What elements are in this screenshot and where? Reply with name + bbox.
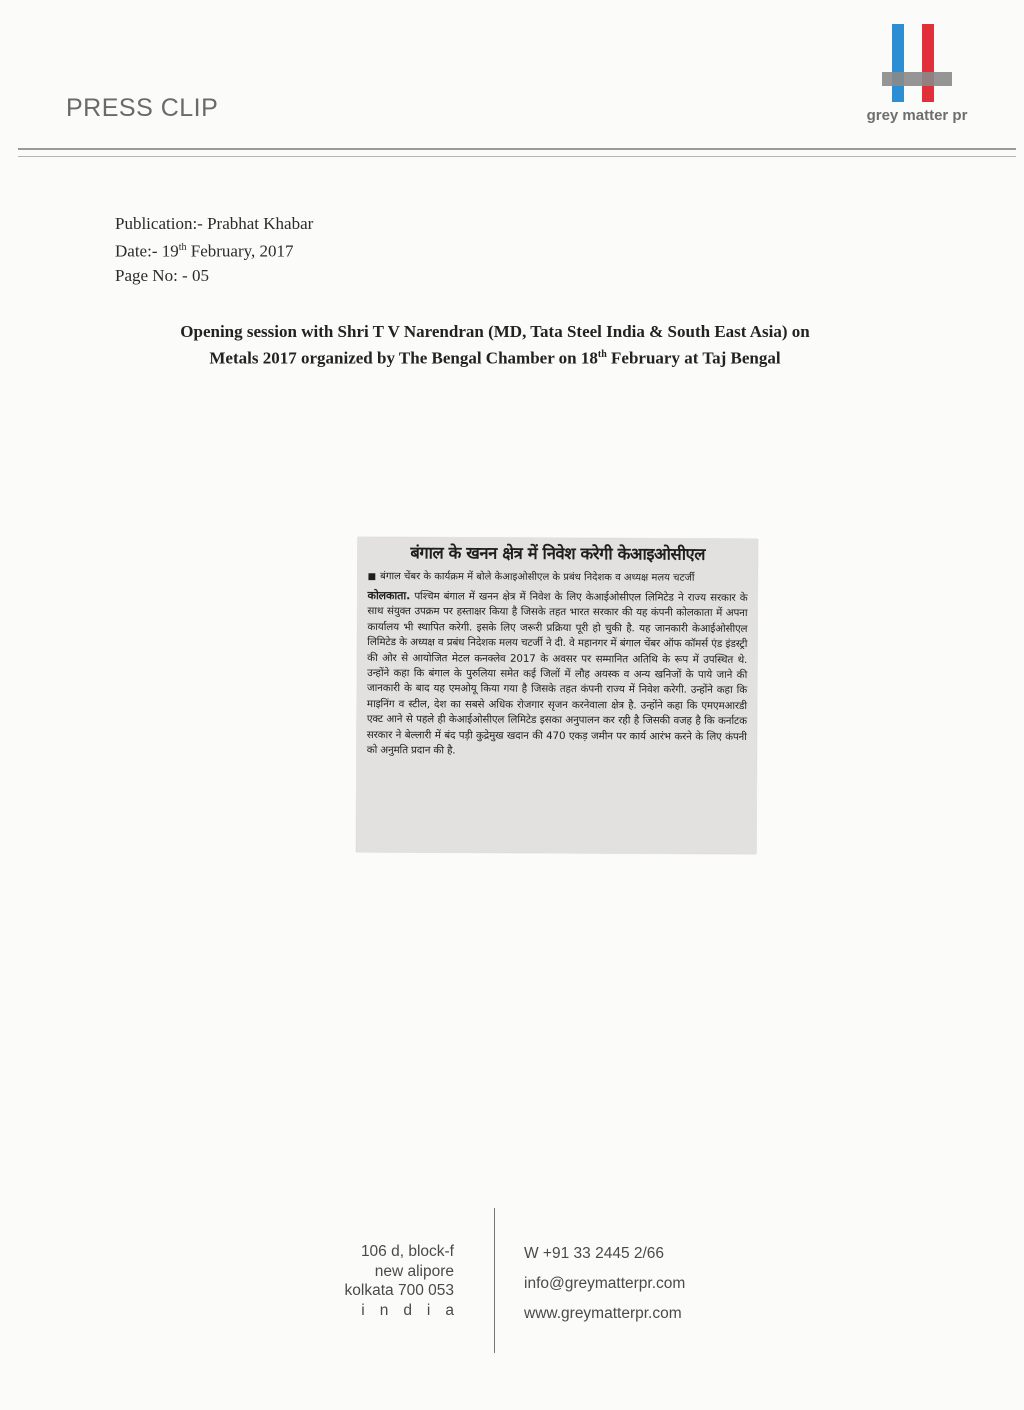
press-clip-title: PRESS CLIP [66,94,219,122]
footer-divider [494,1208,495,1353]
header-divider [18,148,1016,150]
bullet-icon: ■ [367,572,377,583]
page-number-line: Page No: - 05 [115,265,209,285]
grey-matter-logo-icon [872,22,962,102]
phone-number: W +91 33 2445 2/66 [524,1245,665,1262]
address-line: india [361,1301,469,1319]
footer-contact [524,1244,685,1334]
publication-line: Publication:- Prabhat Khabar [115,214,314,233]
logo-text: grey matter pr [866,107,968,124]
newspaper-clipping [356,537,758,854]
date-line: Date:- 19th February, 2017 [115,241,294,261]
footer-address [344,1242,469,1320]
header-divider-secondary [18,156,1016,157]
event-headline-line1: Opening session with Shri T V Narendran (MD, Tata Steel India & South East Asia) on [180,322,810,341]
address-line: new alipore [374,1262,454,1280]
website-link[interactable]: www.greymatterpr.com [524,1305,682,1322]
event-headline [120,320,870,370]
company-logo [862,22,972,132]
clipping-headline: बंगाल के खनन क्षेत्र में निवेश करेगी केआइओसीएल [410,543,706,564]
publication-meta [115,212,313,288]
event-headline-line2: Metals 2017 organized by The Bengal Chamber on 18th February at Taj Bengal [209,348,781,368]
address-line: 106 d, block-f [360,1243,454,1260]
address-line: kolkata 700 053 [344,1282,454,1299]
clipping-body: कोलकाता. पश्चिम बंगाल में खनन क्षेत्र में निवेश के लिए केआईओसीएल लिमिटेड ने राज्य सरकार के साथ संयुक्त उपक्रम पर हस्ताक्षर किया है जिसके तहत भारत सरकार की यह कंपनी कोलकाता में अपना कार्यालय भी स्थापित करेगी. इसके लिए जरूरी प्रक्रिया पूरी हो चुकी है. यह जानकारी केआईओसीएल लिमिटेड के अध्यक्ष व प्रबंध निदेशक मलय चटर्जी ने दी. वे महानगर में बंगाल चेंबर ऑफ कॉमर्स एंड इंडस्ट्री की ओर से आयोजित मेटल कनक्लेव 2017 के अवसर पर सम्मानित अतिथि के रूप में उपस्थित थे. उन्होंने कहा कि बंगाल के पुरुलिया समेत कई जिलों में लौह अयस्क व अन्य खनिजों के पाये जाने की जानकारी के बाद यह एमओयू किया गया है जिसके तहत कंपनी राज्य में निवेश करेगी. उन्होंने कहा कि माइनिंग व स्टील, देश का सबसे अधिक रोजगार सृजन करनेवाला क्षेत्र है. उन्होंने कहा कि एमएमआरडी एक्ट आने से पहले ही केआईओसीएल लिमिटेड इसका अनुपालन कर रही है जिसकी वजह है कि कर्नाटक सरकार ने बेल्लारी में बंद पड़ी कुद्रेमुख खदान की 470 एकड़ जमीन पर कार्य आरंभ करने के लिए कंपनी को अनुमति प्रदान की है. [366,589,748,757]
clipping-subhead: ■ बंगाल चेंबर के कार्यक्रम में बोले केआइओसीएल के प्रबंध निदेशक व अध्यक्ष मलय चटर्जी [367,571,695,584]
clipping-dateline: कोलकाता. [367,589,411,603]
email-link[interactable]: info@greymatterpr.com [524,1275,686,1292]
